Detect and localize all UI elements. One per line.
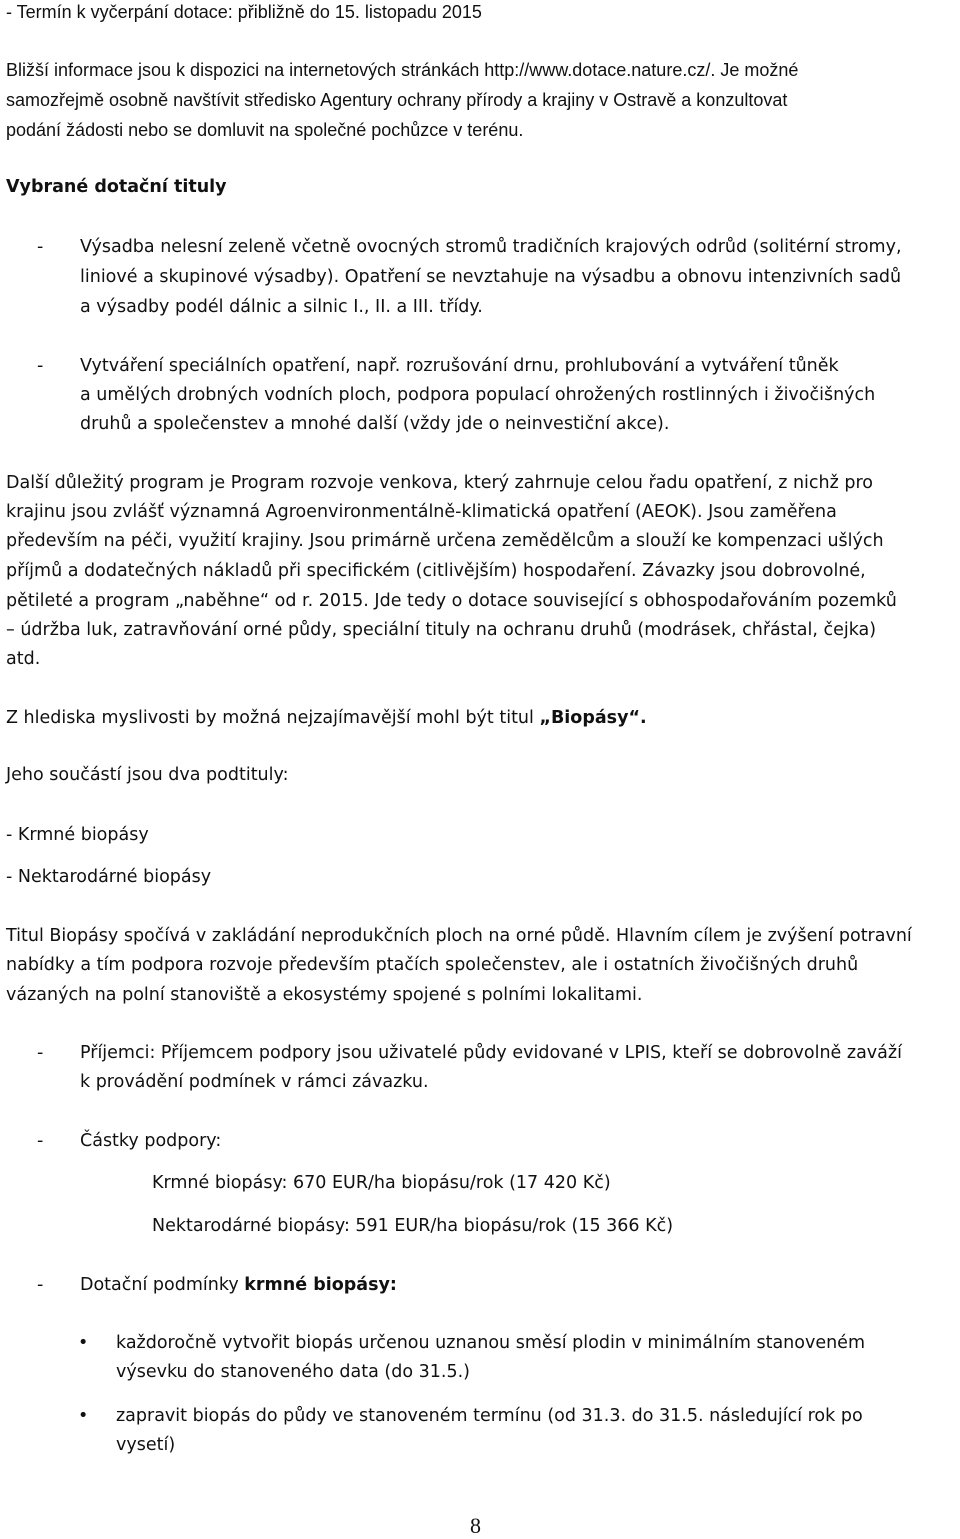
podtituly-intro: Jeho součástí jsou dva podtituly: [6,765,289,785]
castky-krmne: Krmné biopásy: 670 EUR/ha biopásu/rok (17 420 Kč) [152,1173,611,1193]
podminky-heading: Dotační podmínky krmné biopásy: [80,1275,397,1295]
program-line-7: atd. [6,649,41,669]
program-line-2: krajinu jsou zvlášť významná Agroenvironmentálně-klimatická opatření (AEOK). Jsou zaměřena [6,502,837,522]
list-item-1-line-2: liniové a skupinové výsadby). Opatření se nevztahuje na výsadbu a obnovu intenzivních sadů [80,267,902,287]
bullet-1-line-1: každoročně vytvořit biopás určenou uznanou směsí plodin v minimálním stanoveném [116,1333,865,1353]
bullet-1-line-2: výsevku do stanoveného data (do 31.5.) [116,1362,470,1382]
program-line-5: pětileté a program „naběhne“ od r. 2015. Jde tedy o dotace související s obhospodařováním pozemků [6,591,897,611]
list-item-1-line-1: Výsadba nelesní zeleně včetně ovocných stromů tradičních krajových odrůd (solitérní stromy, [80,237,902,257]
info-line-2: samozřejmě osobně navštívit středisko Agentury ochrany přírody a krajiny v Ostravě a konzultovat [6,90,788,110]
bullet-icon: • [78,1406,89,1426]
list-dash: - [37,237,44,257]
castky-label: Částky podpory: [80,1131,222,1151]
program-line-3: především na péči, využití krajiny. Jsou primárně určena zemědělcům a slouží ke kompenzaci ušlých [6,531,884,551]
titul-line-3: vázaných na polní stanoviště a ekosystémy spojené s polními lokalitami. [6,985,643,1005]
myslivost-line: Z hlediska myslivosti by možná nejzajímavější mohl být titul „Biopásy“. [6,708,647,728]
bullet-icon: • [78,1333,89,1353]
program-line-4: příjmů a dodatečných nákladů při specifickém (citlivějším) hospodaření. Závazky jsou dobrovolné, [6,561,866,581]
podtitul-2: - Nektarodárné biopásy [6,867,212,887]
list-item-2-line-1: Vytváření speciálních opatření, např. rozrušování drnu, prohlubování a vytváření tůněk [80,356,839,376]
list-dash: - [37,356,44,376]
bullet-2-line-2: vysetí) [116,1435,176,1455]
section-heading: Vybrané dotační tituly [6,177,227,197]
info-line-1: Bližší informace jsou k dispozici na internetových stránkách http://www.dotace.nature.cz/. Je možné [6,60,799,80]
list-item-2-line-3: druhů a společenstev a mnohé další (vždy jde o neinvestiční akce). [80,414,670,434]
list-item-2-line-2: a umělých drobných vodních ploch, podpora populací ohrožených rostlinných i živočišných [80,385,876,405]
castky-nektarodarne: Nektarodárné biopásy: 591 EUR/ha biopásu/rok (15 366 Kč) [152,1216,674,1236]
program-line-6: – údržba luk, zatravňování orné půdy, speciální tituly na ochranu druhů (modrásek, chřástal, čejka) [6,620,877,640]
podtitul-1: - Krmné biopásy [6,825,149,845]
titul-line-1: Titul Biopásy spočívá v zakládání neprodukčních ploch na orné půdě. Hlavním cílem je zvýšení potravní [6,926,912,946]
info-line-3: podání žádosti nebo se domluvit na společné pochůzce v terénu. [6,120,524,140]
list-dash: - [37,1275,44,1295]
titul-line-2: nabídky a tím podpora rozvoje především ptačích společenstev, ale i ostatních živočišných druhů [6,955,859,975]
page-number: 8 [470,1513,481,1538]
list-item-1-line-3: a výsadby podél dálnic a silnic I., II. a III. třídy. [80,297,483,317]
prijemci-line-1: Příjemci: Příjemcem podpory jsou uživatelé půdy evidované v LPIS, kteří se dobrovolně zaváží [80,1043,902,1063]
program-line-1: Další důležitý program je Program rozvoje venkova, který zahrnuje celou řadu opatření, z nichž pro [6,473,873,493]
deadline-line: - Termín k vyčerpání dotace: přibližně do 15. listopadu 2015 [6,2,482,22]
prijemci-line-2: k provádění podmínek v rámci závazku. [80,1072,429,1092]
list-dash: - [37,1131,44,1151]
bullet-2-line-1: zapravit biopás do půdy ve stanoveném termínu (od 31.3. do 31.5. následující rok po [116,1406,863,1426]
list-dash: - [37,1043,44,1063]
